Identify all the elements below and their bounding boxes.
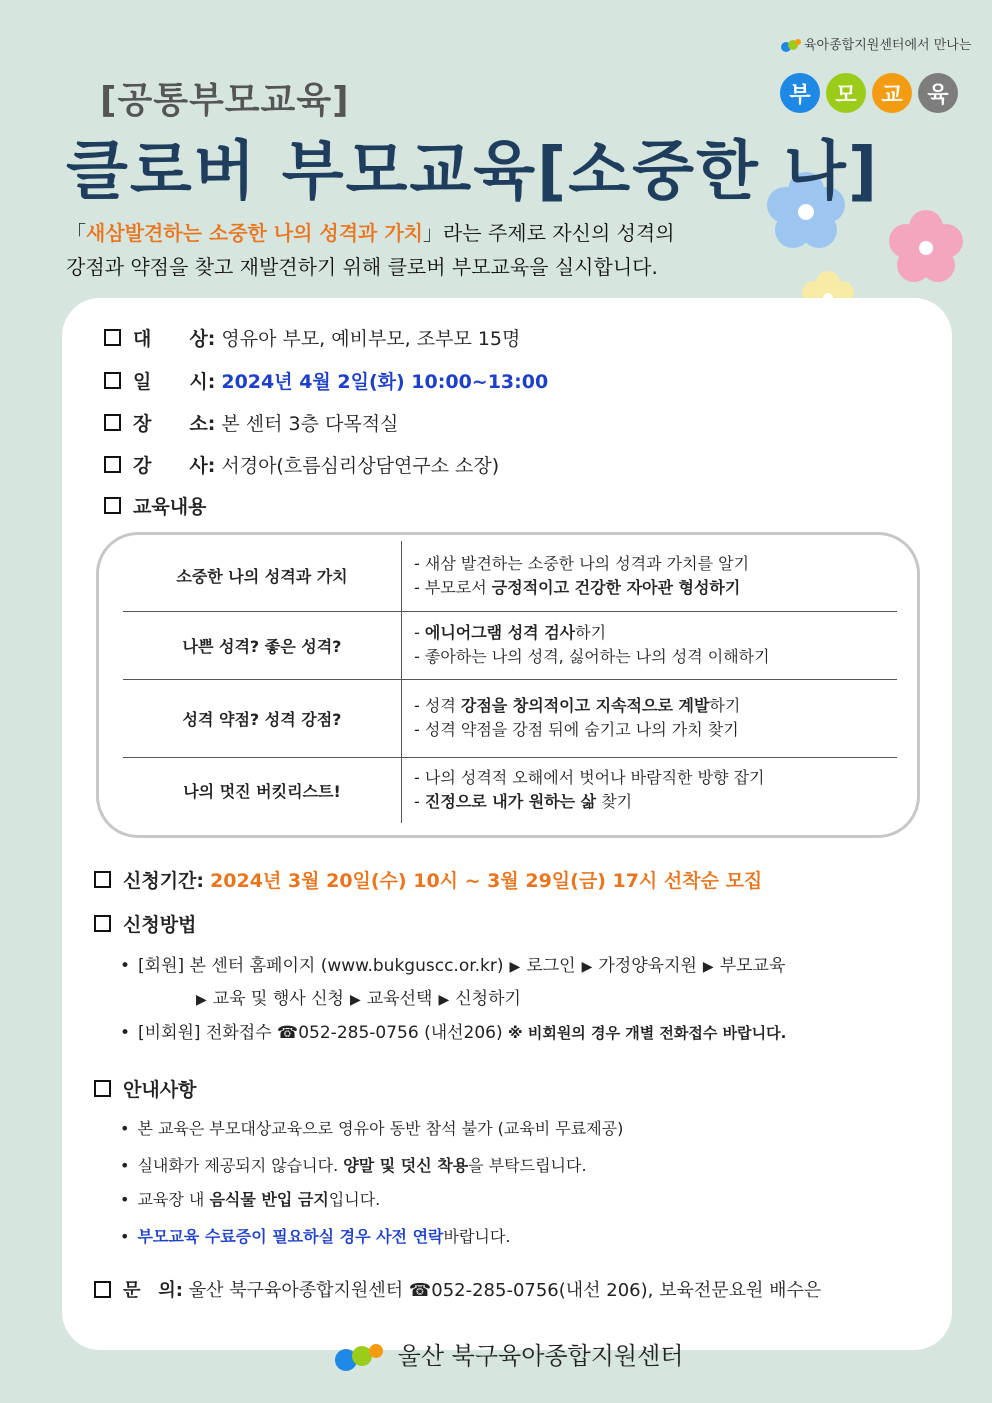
play-arrow-icon: ▶ [196, 992, 207, 1008]
content-heading: 교육내용 [104, 492, 206, 519]
contact-line: 문 의: 울산 북구육아종합지원센터 ☎052-285-0756(내선 206), 보육전문요원 배수은 [94, 1276, 821, 1302]
center-logo-icon [780, 37, 802, 55]
table-topic: 성격 약점? 성격 강점? [123, 679, 402, 757]
brand-circle: 육 [918, 73, 958, 113]
table-desc: - 성격 강점을 창의적이고 지속적으로 계발하기 - 성격 약점을 강점 뒤에 숨기고 나의 가치 찾기 [414, 696, 741, 739]
play-arrow-icon: ▶ [509, 959, 521, 975]
checkbox-icon [104, 329, 121, 346]
checkbox-icon [94, 915, 111, 932]
apply-member-line: • [회원] 본 센터 홈페이지 (www.bukguscc.or.kr) ▶ 로그인 ▶ 가정양육지원 ▶ 부모교육 [120, 956, 786, 976]
info-lecturer: 강 사: 서경아(흐름심리상담연구소 소장) [104, 451, 499, 478]
table-desc: - 나의 성격적 오해에서 벗어나 바람직한 방향 잡기 - 진정으로 내가 원하는 삶 찾기 [414, 768, 765, 812]
tagline: [공통부모교육] [100, 80, 350, 121]
brand-circle: 모 [826, 73, 866, 113]
play-arrow-icon: ▶ [702, 959, 714, 975]
table-desc: - 에니어그램 성격 검사하기 - 좋아하는 나의 성격, 싫어하는 나의 성격 이해하기 [414, 623, 770, 666]
apply-period: 신청기간: 2024년 3월 20일(수) 10시 ~ 3월 29일(금) 17시 선착순 모집 [94, 866, 762, 893]
brand-circles [780, 73, 958, 113]
play-arrow-icon: ▶ [349, 992, 361, 1008]
intro-text: 「새삼발견하는 소중한 나의 성격과 가치」라는 주제로 자신의 성격의 강점과 약점을 찾고 재발견하기 위해 클로버 부모교육을 실시합니다. [66, 221, 675, 279]
play-arrow-icon: ▶ [438, 992, 450, 1008]
footer-brand: 울산 북구육아종합지원센터 [330, 1336, 683, 1374]
page-title: 클로버 부모교육[소중한 나] [66, 135, 880, 209]
notice-item: • 본 교육은 부모대상교육으로 영유아 동반 참석 불가 (교육비 무료제공) [120, 1119, 624, 1138]
apply-member-steps: ▶ 교육 및 행사 신청 ▶ 교육선택 ▶ 신청하기 [196, 989, 521, 1009]
table-topic: 나의 멋진 버킷리스트! [123, 757, 402, 823]
checkbox-icon [104, 497, 121, 514]
content-table [96, 532, 920, 838]
table-desc: - 새삼 발견하는 소중한 나의 성격과 가치를 알기 - 부모로서 긍정적이고 건강한 자아관 형성하기 [414, 553, 750, 597]
info-place: 장 소: 본 센터 3층 다목적실 [104, 409, 398, 436]
table-row [123, 679, 897, 757]
checkbox-icon [104, 372, 121, 389]
notice-heading: 안내사항 [94, 1075, 196, 1102]
notice-item: • 교육장 내 음식물 반입 금지입니다. [120, 1190, 381, 1209]
play-arrow-icon: ▶ [581, 959, 593, 975]
table-row [123, 611, 897, 679]
info-target: 대 상: 영유아 부모, 예비부모, 조부모 15명 [104, 324, 520, 351]
apply-method-heading: 신청방법 [94, 910, 196, 937]
brand-circle: 교 [872, 73, 912, 113]
brand-caption: 육아종합지원센터에서 만나는 [780, 34, 971, 55]
apply-nonmember-line: • [비회원] 전화접수 ☎052-285-0756 (내선206) ※ 비회원의 경우 개별 전화접수 바랍니다. [120, 1023, 787, 1043]
center-logo-icon [330, 1340, 390, 1374]
table-topic: 나쁜 성격? 좋은 성격? [123, 611, 402, 679]
table-row [123, 541, 897, 611]
checkbox-icon [94, 1080, 111, 1097]
checkbox-icon [94, 871, 111, 888]
table-row [123, 757, 897, 823]
info-datetime: 일 시: 2024년 4월 2일(화) 10:00~13:00 [104, 367, 548, 394]
checkbox-icon [94, 1281, 111, 1298]
checkbox-icon [104, 456, 121, 473]
notice-item: • 부모교육 수료증이 필요하실 경우 사전 연락바랍니다. [120, 1227, 511, 1246]
brand-circle: 부 [780, 73, 820, 113]
checkbox-icon [104, 414, 121, 431]
table-topic: 소중한 나의 성격과 가치 [123, 541, 402, 611]
notice-item: • 실내화가 제공되지 않습니다. 양말 및 덧신 착용을 부탁드립니다. [120, 1156, 587, 1175]
